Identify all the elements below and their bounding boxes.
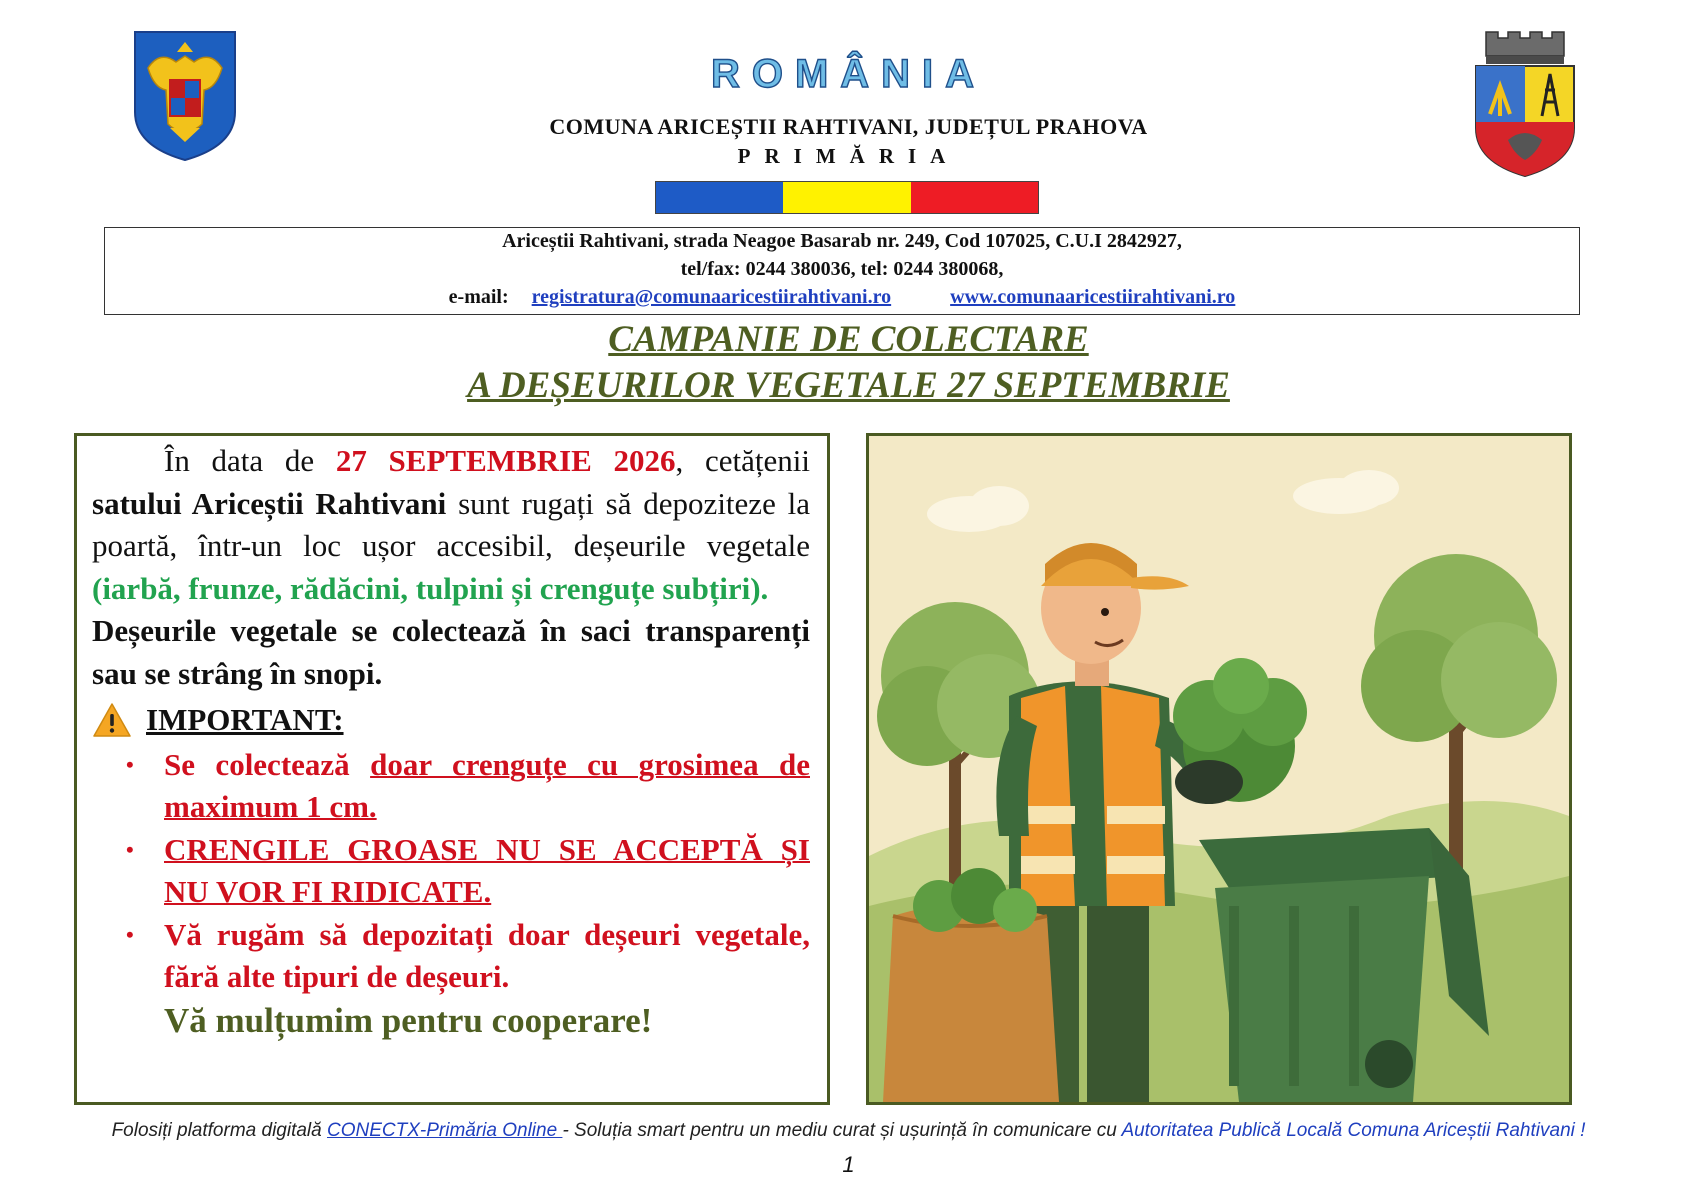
worker-collecting-green-waste-illustration — [869, 436, 1569, 1102]
village-name: satului Ariceștii Rahtivani — [92, 485, 447, 521]
rule-1-emphasis: doar crenguțe cu grosimea de maximum 1 cm. — [164, 746, 810, 824]
illustration-panel — [866, 433, 1572, 1105]
bullet-icon: • — [126, 836, 134, 862]
campaign-title-line-2: A DEȘEURILOR VEGETALE 27 SEPTEMBRIE — [467, 365, 1230, 406]
bullet-icon: • — [126, 751, 134, 777]
notice-paragraph-2: Deșeurile vegetale se colectează în saci transparenți sau se strâng în snopi. — [92, 613, 810, 691]
email-link[interactable]: registratura@comunaaricestiirahtivani.ro — [531, 286, 892, 308]
waste-examples: (iarbă, frunze, rădăcini, tulpini și crenguțe subțiri). — [92, 570, 769, 606]
important-heading — [92, 699, 810, 742]
flag-yellow-stripe — [783, 182, 910, 213]
notice-intro: În data de — [164, 443, 336, 478]
flag-red-stripe — [911, 182, 1038, 213]
contact-online — [104, 286, 1580, 309]
footer-middle: - Soluția smart pentru un mediu curat și ușurință în comunicare cu — [562, 1120, 1122, 1141]
commune-name: COMUNA ARICEȘTII RAHTIVANI, JUDEȚUL PRAHOVA — [549, 114, 1148, 139]
rule-item — [92, 829, 810, 914]
contact-address: Ariceștii Rahtivani, strada Neagoe Basarab nr. 249, Cod 107025, C.U.I 2842927, — [502, 230, 1182, 252]
rule-item — [92, 744, 810, 829]
notice-paragraph-1 — [92, 440, 810, 610]
warning-icon — [92, 701, 132, 739]
campaign-title-line-1: CAMPANIE DE COLECTARE — [608, 319, 1089, 360]
website-link[interactable]: www.comunaaricestiirahtivani.ro — [950, 286, 1236, 308]
important-label: IMPORTANT: — [146, 702, 344, 737]
thanks-message: Vă mulțumim pentru cooperare! — [164, 1000, 653, 1040]
rule-2-text: CRENGILE GROASE NU SE ACCEPTĂ ȘI NU VOR FI RIDICATE. — [164, 831, 810, 909]
rule-1-text: Se colectează — [164, 746, 371, 782]
tricolor-flag — [655, 181, 1039, 214]
rules-list — [92, 744, 810, 999]
rule-3-text: Vă rugăm să depozitați doar deșeuri vegetale, fără alte tipuri de deșeuri. — [164, 916, 810, 994]
notice-instruction: sunt rugați să depoziteze la poartă, într-un loc ușor accesibil, deșeurile vegetale — [92, 485, 810, 563]
contact-phones: tel/fax: 0244 380036, tel: 0244 380068, — [680, 258, 1004, 280]
notice-connector: , cetățenii — [675, 443, 810, 478]
notice-text — [92, 440, 810, 1043]
bullet-icon: • — [126, 921, 134, 947]
footer-note — [0, 1120, 1697, 1142]
flag-blue-stripe — [656, 182, 783, 213]
rule-item — [92, 914, 810, 999]
platform-link[interactable]: CONECTX-Primăria Online — [327, 1120, 563, 1141]
email-label: e-mail: — [448, 286, 509, 308]
country-name: ROMÂNIA — [710, 52, 987, 96]
footer-prefix: Folosiți platforma digitală — [111, 1120, 327, 1141]
page-number: 1 — [842, 1152, 855, 1177]
institution-name: PRIMĂRIA — [737, 144, 960, 168]
authority-name: Autoritatea Publică Locală Comuna Ariceștii Rahtivani ! — [1121, 1120, 1586, 1141]
collection-date: 27 SEPTEMBRIE 2026 — [335, 443, 676, 478]
